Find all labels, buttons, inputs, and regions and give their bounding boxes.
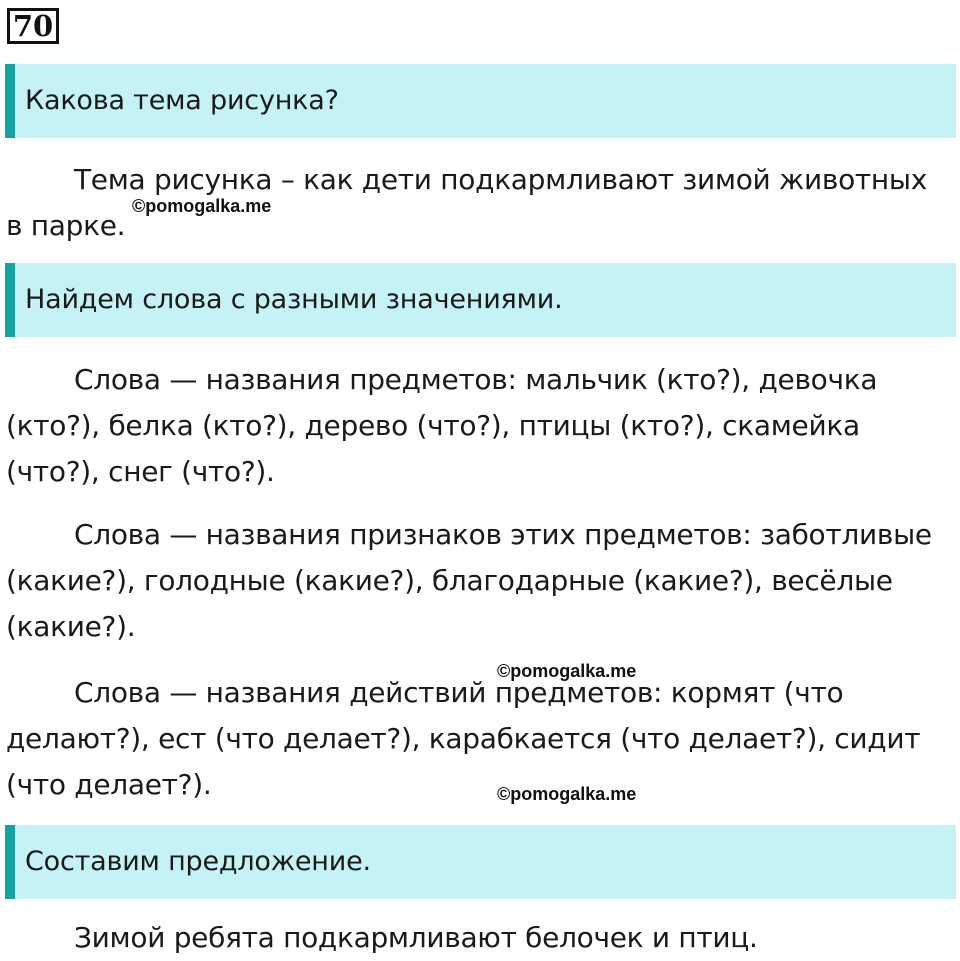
section-heading: Какова тема рисунка?	[25, 85, 339, 116]
section-banner-words	[5, 263, 956, 337]
answer-paragraph: Слова — названия признаков этих предметов: заботливые (какие?), голодные (какие?), благодарные (какие?), весёлые (какие?).	[6, 518, 932, 643]
task-number: 70	[7, 8, 59, 44]
section-heading: Составим предложение.	[25, 846, 371, 877]
answer-paragraph: Тема рисунка – как дети подкармливают зимой животных в парке.	[6, 163, 927, 242]
answer-paragraph: Слова — названия предметов: мальчик (кто?), девочка (кто?), белка (кто?), дерево (что?), птицы (кто?), скамейка (что?), снег (что?).	[6, 363, 878, 488]
answer-paragraph: Слова — названия действий предметов: кормят (что делают?), ест (что делает?), карабкается (что делает?), сидит (что делает?).	[6, 676, 921, 801]
section-banner-sentence	[5, 825, 956, 899]
section-banner-topic	[5, 64, 956, 138]
section-heading: Найдем слова с разными значениями.	[25, 284, 563, 315]
answer-paragraph: Зимой ребята подкармливают белочек и птиц.	[74, 921, 758, 954]
watermark: ©pomogalka.me	[497, 661, 637, 681]
watermark: ©pomogalka.me	[497, 784, 637, 804]
watermark: ©pomogalka.me	[132, 196, 272, 216]
